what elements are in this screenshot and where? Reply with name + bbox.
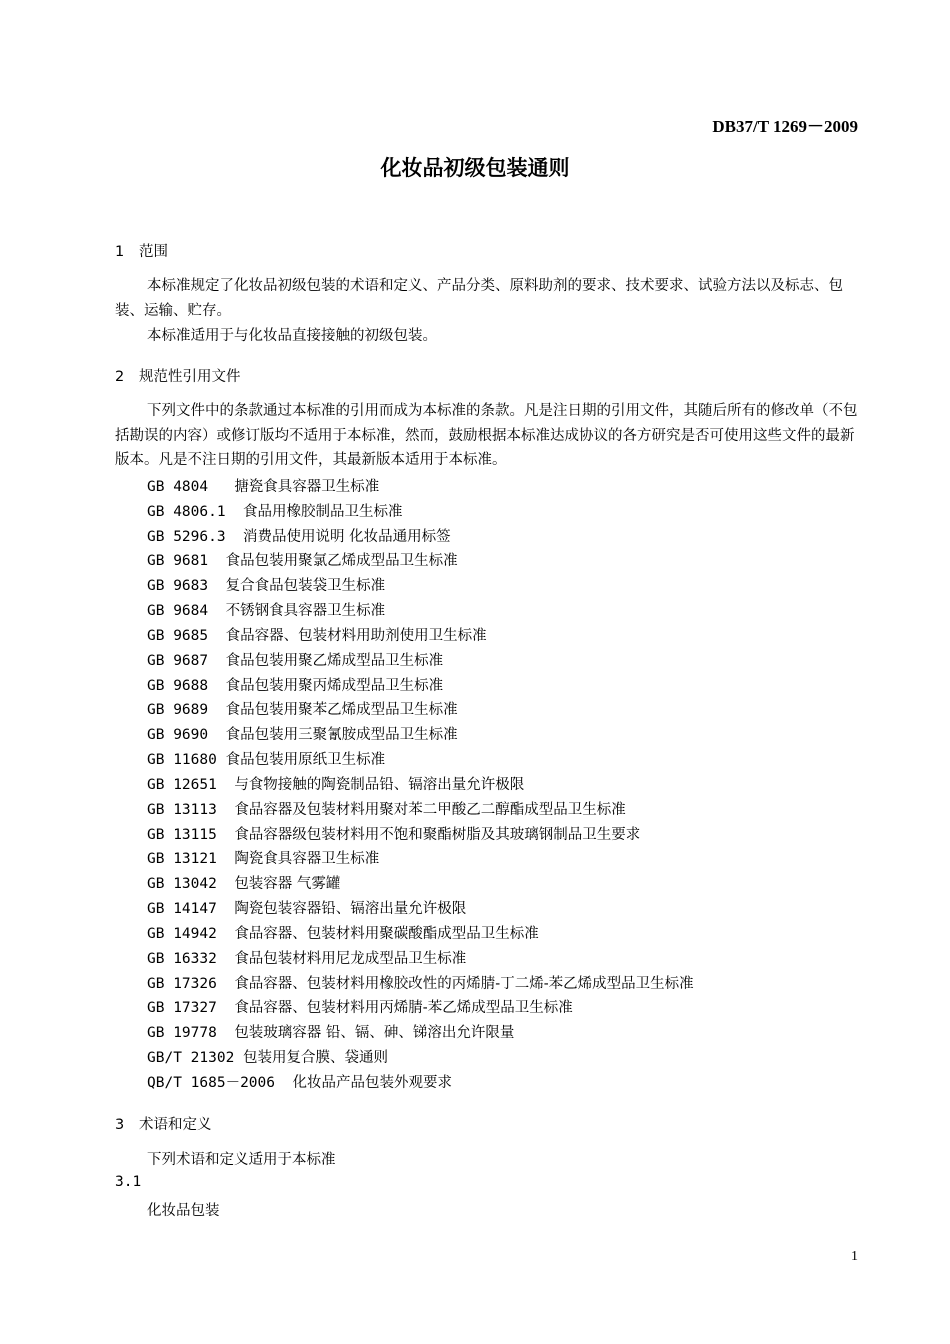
reference-code: GB 14942 [147, 925, 217, 942]
reference-title: 复合食品包装袋卫生标准 [225, 578, 386, 595]
reference-spacer [217, 901, 234, 917]
reference-item [147, 525, 694, 550]
reference-title: 与食物接触的陶瓷制品铅、镉溶出量允许极限 [234, 776, 525, 793]
reference-item [147, 1021, 694, 1046]
section-number: 2 [115, 369, 125, 385]
reference-spacer [208, 678, 225, 694]
page-number: 1 [851, 1249, 858, 1264]
clause-number: 3.1 [115, 1174, 142, 1190]
reference-title: 食品包装材料用尼龙成型品卫生标准 [234, 950, 467, 967]
reference-code: GB 9687 [147, 652, 209, 669]
reference-spacer [208, 628, 225, 644]
reference-spacer [217, 926, 234, 942]
reference-item [147, 897, 694, 922]
reference-item [147, 798, 694, 823]
reference-item [147, 872, 694, 897]
reference-code: GB 14147 [147, 901, 217, 918]
reference-spacer [217, 851, 234, 867]
section-number: 1 [115, 244, 125, 260]
reference-item [147, 475, 694, 500]
reference-title: 食品包装用聚氯乙烯成型品卫生标准 [225, 553, 458, 570]
reference-code: GB 9688 [147, 677, 209, 694]
reference-code: GB 9684 [147, 603, 209, 620]
reference-code: GB 9683 [147, 578, 209, 595]
reference-code: GB 13121 [147, 851, 217, 868]
reference-spacer [217, 827, 234, 843]
reference-spacer [217, 1025, 234, 1041]
reference-title: 消费品使用说明 化妆品通用标签 [243, 528, 451, 545]
reference-title: 食品包装用原纸卫生标准 [225, 752, 386, 769]
normative-references-intro: 下列文件中的条款通过本标准的引用而成为本标准的条款。凡是注日期的引用文件，其随后所有的修改单（不包括勘误的内容）或修订版均不适用于本标准，然而，鼓励根据本标准达成协议的各方研究是否可使用这些文件的最新版本。凡是不注日期的引用文件，其最新版本适用于本标准。 [115, 403, 858, 468]
reference-title: 包装玻璃容器 铅、镉、砷、锑溶出允许限量 [234, 1025, 515, 1042]
reference-code: GB 13113 [147, 801, 217, 818]
scope-paragraph-1: 本标准规定了化妆品初级包装的术语和定义、产品分类、原料助剂的要求、技术要求、试验方法以及标志、包装、运输、贮存。 [115, 278, 843, 319]
reference-title: 陶瓷食具容器卫生标准 [234, 851, 380, 868]
reference-title: 食品容器、包装材料用助剂使用卫生标准 [225, 627, 487, 644]
reference-spacer [217, 752, 226, 768]
reference-title: 搪瓷食具容器卫生标准 [234, 479, 380, 495]
reference-code: GB 9690 [147, 727, 209, 744]
reference-item [147, 1071, 694, 1096]
reference-item [147, 847, 694, 872]
section-1-heading [115, 240, 168, 261]
reference-spacer [208, 603, 225, 619]
reference-title: 食品用橡胶制品卫生标准 [243, 503, 403, 520]
reference-item [147, 773, 694, 798]
reference-spacer [275, 1075, 292, 1091]
reference-spacer [208, 578, 225, 594]
reference-title: 食品包装用聚乙烯成型品卫生标准 [225, 652, 444, 669]
reference-code: GB 12651 [147, 776, 217, 793]
reference-spacer [217, 1000, 234, 1016]
reference-code: GB 17326 [147, 975, 217, 992]
reference-item [147, 649, 694, 674]
reference-title: 不锈钢食具容器卫生标准 [225, 603, 386, 620]
reference-item [147, 574, 694, 599]
reference-item [147, 599, 694, 624]
reference-code: GB 11680 [147, 752, 217, 769]
section-number: 3 [115, 1117, 125, 1133]
reference-title: 食品容器及包装材料用聚对苯二甲酸乙二醇酯成型品卫生标准 [234, 801, 626, 818]
document-title: 化妆品初级包装通则 [380, 156, 570, 180]
reference-title: 包装容器 气雾罐 [234, 876, 341, 893]
reference-code: GB 4804 [147, 479, 209, 495]
reference-title: 食品包装用聚丙烯成型品卫生标准 [225, 677, 444, 694]
reference-item [147, 823, 694, 848]
reference-spacer [208, 702, 225, 718]
reference-code: GB 19778 [147, 1025, 217, 1042]
reference-spacer [208, 479, 234, 495]
reference-spacer [217, 876, 234, 892]
reference-item [147, 549, 694, 574]
reference-spacer [217, 802, 234, 818]
term-heading: 化妆品包装 [147, 1203, 220, 1219]
reference-title: 食品包装用三聚氰胺成型品卫生标准 [225, 727, 458, 744]
reference-spacer [208, 727, 225, 743]
reference-code: GB 9685 [147, 627, 209, 644]
reference-code: GB 13042 [147, 876, 217, 893]
reference-code: GB 13115 [147, 826, 217, 843]
reference-list [147, 475, 694, 1096]
reference-item [147, 947, 694, 972]
reference-title: 食品容器、包装材料用聚碳酸酯成型品卫生标准 [234, 925, 539, 942]
reference-item [147, 972, 694, 997]
reference-code: GB 4806.1 [147, 503, 226, 520]
reference-item [147, 698, 694, 723]
reference-title: 陶瓷包装容器铅、镉溶出量允许极限 [234, 901, 467, 918]
reference-code: GB 9689 [147, 702, 209, 719]
reference-title: 食品包装用聚苯乙烯成型品卫生标准 [225, 702, 458, 719]
reference-spacer [217, 976, 234, 992]
reference-spacer [226, 504, 243, 520]
standard-code: DB37/T 1269－2009 [712, 117, 858, 136]
reference-item [147, 922, 694, 947]
reference-spacer [208, 653, 225, 669]
reference-spacer [217, 777, 234, 793]
scope-paragraph-2: 本标准适用于与化妆品直接接触的初级包装。 [147, 328, 437, 344]
reference-code: GB 5296.3 [147, 528, 226, 545]
reference-item [147, 674, 694, 699]
reference-item [147, 748, 694, 773]
reference-code: GB 16332 [147, 950, 217, 967]
reference-code: GB 17327 [147, 1000, 217, 1017]
section-title: 术语和定义 [139, 1117, 212, 1133]
reference-code: GB/T 21302 [147, 1050, 235, 1067]
reference-title: 食品容器级包装材料用不饱和聚酯树脂及其玻璃钢制品卫生要求 [234, 826, 641, 843]
reference-title: 食品容器、包装材料用丙烯腈-苯乙烯成型品卫生标准 [234, 1000, 573, 1017]
section-title: 范围 [139, 244, 168, 260]
reference-title: 化妆品产品包装外观要求 [292, 1074, 452, 1091]
reference-code: QB/T 1685－2006 [147, 1074, 275, 1091]
reference-spacer [226, 529, 243, 545]
terms-intro: 下列术语和定义适用于本标准 [147, 1152, 336, 1168]
reference-item [147, 624, 694, 649]
reference-item [147, 1046, 694, 1071]
reference-title: 包装用复合膜、袋通则 [243, 1050, 389, 1067]
reference-spacer [217, 951, 234, 967]
reference-spacer [208, 553, 225, 569]
reference-item [147, 723, 694, 748]
section-2-heading [115, 365, 241, 386]
section-title: 规范性引用文件 [139, 369, 241, 385]
reference-item [147, 500, 694, 525]
reference-item [147, 996, 694, 1021]
section-3-heading [115, 1113, 212, 1134]
reference-title: 食品容器、包装材料用橡胶改性的丙烯腈-丁二烯-苯乙烯成型品卫生标准 [234, 975, 694, 992]
reference-code: GB 9681 [147, 553, 209, 570]
reference-spacer [234, 1050, 243, 1066]
